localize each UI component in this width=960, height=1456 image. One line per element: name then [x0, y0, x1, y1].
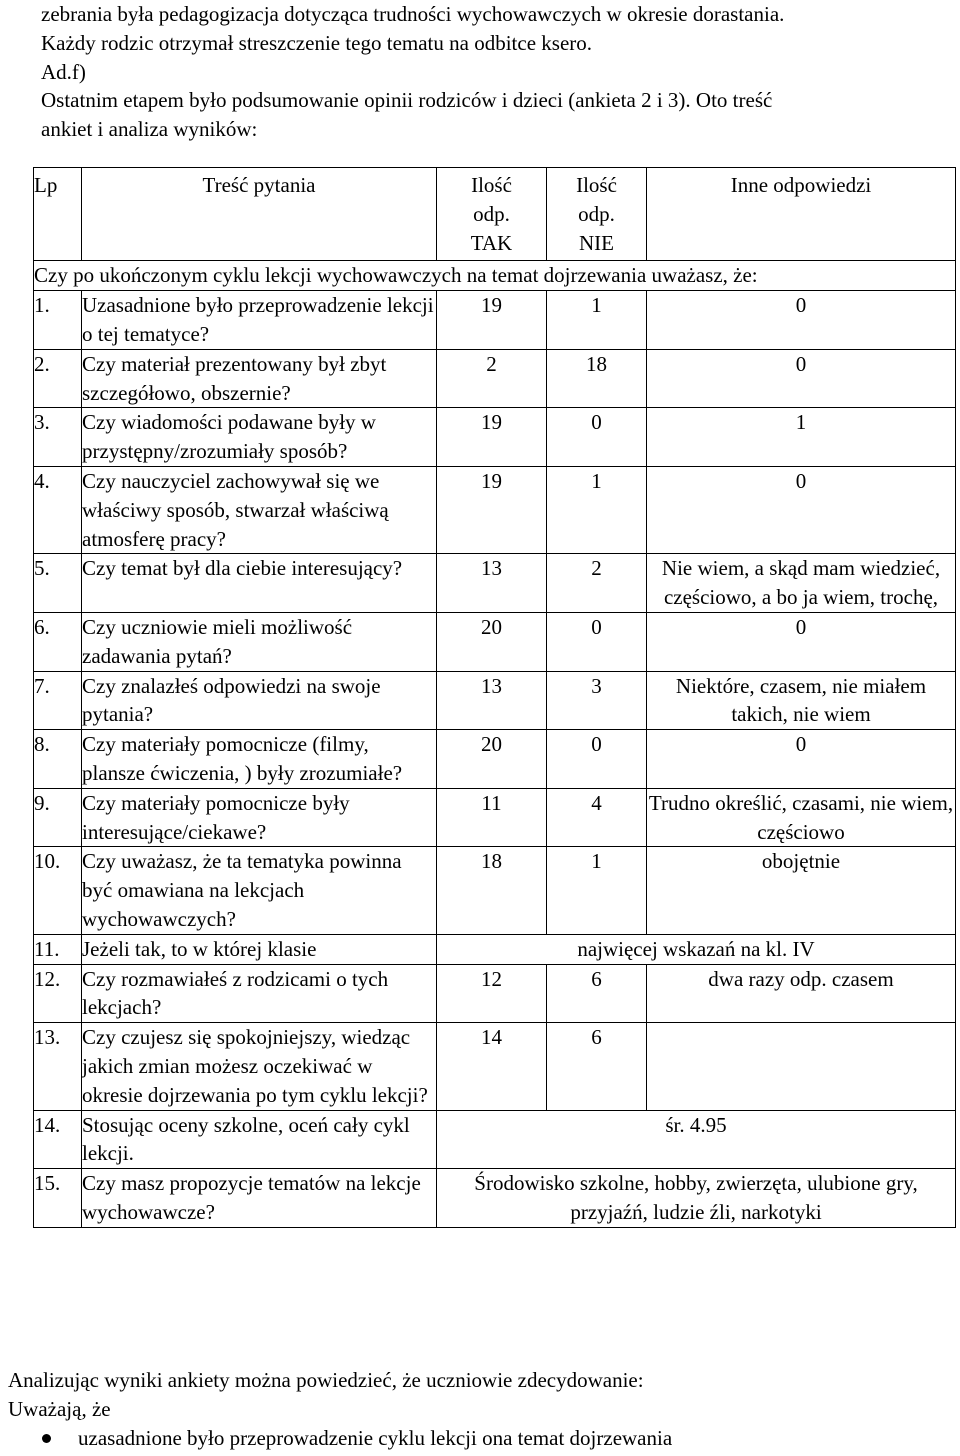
row-other: Trudno określić, czasami, nie wiem, częściowo — [647, 788, 956, 847]
intro-text — [41, 0, 951, 144]
header-count-no-line: NIE — [579, 230, 614, 255]
row-number: 2. — [34, 349, 82, 408]
section-row — [34, 261, 956, 291]
row-count-no: 3 — [547, 671, 647, 730]
header-count-no — [547, 168, 647, 261]
row-answer: najwięcej wskazań na kl. IV — [437, 934, 956, 964]
row-other: dwa razy odp. czasem — [647, 964, 956, 1023]
header-count-yes-line: odp. — [473, 201, 510, 226]
row-other: Niektóre, czasem, nie miałem takich, nie wiem — [647, 671, 956, 730]
row-answer: śr. 4.95 — [437, 1110, 956, 1169]
intro-line: Ad.f) — [41, 59, 86, 84]
row-other: 0 — [647, 349, 956, 408]
row-number: 7. — [34, 671, 82, 730]
header-count-no-line: Ilość — [576, 173, 617, 197]
row-count-no: 0 — [547, 408, 647, 467]
row-question: Czy uczniowie mieli możliwość zadawania pytań? — [82, 612, 437, 671]
row-number: 13. — [34, 1023, 82, 1110]
table-header-row — [34, 168, 956, 261]
row-count-no: 4 — [547, 788, 647, 847]
row-count-yes: 19 — [437, 408, 547, 467]
row-count-yes: 12 — [437, 964, 547, 1023]
row-count-yes: 18 — [437, 847, 547, 934]
header-other-answers: Inne odpowiedzi — [647, 168, 956, 261]
row-question: Czy materiał prezentowany był zbyt szczegółowo, obszernie? — [82, 349, 437, 408]
row-other: 0 — [647, 730, 956, 789]
row-other: 0 — [647, 291, 956, 350]
table-row — [34, 730, 956, 789]
header-count-yes-line: Ilość — [471, 173, 512, 197]
row-count-no: 6 — [547, 1023, 647, 1110]
intro-line: ankiet i analiza wyników: — [41, 117, 258, 142]
table-row — [34, 612, 956, 671]
row-count-yes: 13 — [437, 554, 547, 613]
row-number: 11. — [34, 934, 82, 964]
table-row — [34, 349, 956, 408]
row-number: 12. — [34, 964, 82, 1023]
row-other: 1 — [647, 408, 956, 467]
table-row — [34, 964, 956, 1023]
table-row — [34, 1110, 956, 1169]
row-number: 15. — [34, 1169, 82, 1228]
table-row — [34, 934, 956, 964]
row-question: Czy temat był dla ciebie interesujący? — [82, 554, 437, 613]
bullet-text: uzasadnione było przeprowadzenie cyklu lekcji ona temat dojrzewania — [78, 1425, 673, 1450]
bullet-item — [8, 1424, 948, 1453]
row-question: Stosując oceny szkolne, oceń cały cykl lekcji. — [82, 1110, 437, 1169]
table-row — [34, 1169, 956, 1228]
row-question: Czy masz propozycje tematów na lekcje wychowawcze? — [82, 1169, 437, 1228]
header-question: Treść pytania — [82, 168, 437, 261]
intro-line: Każdy rodzic otrzymał streszczenie tego tematu na odbitce ksero. — [41, 30, 593, 55]
row-question: Czy wiadomości podawane były w przystępny/zrozumiały sposób? — [82, 408, 437, 467]
row-count-no: 1 — [547, 847, 647, 934]
row-question: Uzasadnione było przeprowadzenie lekcji o tej tematyce? — [82, 291, 437, 350]
header-lp: Lp — [34, 168, 82, 261]
table-row — [34, 291, 956, 350]
table-row — [34, 408, 956, 467]
row-other: obojętnie — [647, 847, 956, 934]
row-number: 3. — [34, 408, 82, 467]
table-row — [34, 466, 956, 553]
row-count-no: 18 — [547, 349, 647, 408]
row-question: Czy rozmawiałeś z rodzicami o tych lekcjach? — [82, 964, 437, 1023]
row-other — [647, 1023, 956, 1110]
header-count-yes — [437, 168, 547, 261]
row-number: 14. — [34, 1110, 82, 1169]
table-row — [34, 788, 956, 847]
table-row — [34, 671, 956, 730]
conclusion-line: Analizując wyniki ankiety można powiedzieć, że uczniowie zdecydowanie: — [8, 1368, 644, 1392]
row-count-no: 6 — [547, 964, 647, 1023]
row-question: Czy materiały pomocnicze były interesujące/ciekawe? — [82, 788, 437, 847]
intro-line: zebrania była pedagogizacja dotycząca trudności wychowawczych w okresie dorastania. — [41, 2, 785, 26]
row-number: 8. — [34, 730, 82, 789]
row-number: 9. — [34, 788, 82, 847]
row-count-no: 0 — [547, 612, 647, 671]
row-count-yes: 14 — [437, 1023, 547, 1110]
row-count-yes: 19 — [437, 466, 547, 553]
row-count-yes: 20 — [437, 730, 547, 789]
row-count-yes: 11 — [437, 788, 547, 847]
row-other: Nie wiem, a skąd mam wiedzieć, częściowo, a bo ja wiem, trochę, — [647, 554, 956, 613]
row-question: Czy znalazłeś odpowiedzi na swoje pytania? — [82, 671, 437, 730]
row-count-no: 1 — [547, 291, 647, 350]
row-other: 0 — [647, 466, 956, 553]
row-count-yes: 19 — [437, 291, 547, 350]
header-count-no-line: odp. — [578, 201, 615, 226]
row-count-yes: 20 — [437, 612, 547, 671]
row-number: 5. — [34, 554, 82, 613]
conclusion-line: Uważają, że — [8, 1396, 111, 1421]
row-number: 4. — [34, 466, 82, 553]
row-count-yes: 13 — [437, 671, 547, 730]
header-count-yes-line: TAK — [470, 230, 513, 255]
row-count-no: 2 — [547, 554, 647, 613]
row-question: Czy uważasz, że ta tematyka powinna być omawiana na lekcjach wychowawczych? — [82, 847, 437, 934]
row-question: Jeżeli tak, to w której klasie — [82, 934, 437, 964]
row-number: 10. — [34, 847, 82, 934]
row-count-no: 1 — [547, 466, 647, 553]
row-number: 6. — [34, 612, 82, 671]
row-question: Czy czujesz się spokojniejszy, wiedząc jakich zmian możesz oczekiwać w okresie dojrzewania po tym cyklu lekcji? — [82, 1023, 437, 1110]
section-title: Czy po ukończonym cyklu lekcji wychowawczych na temat dojrzewania uważasz, że: — [34, 261, 956, 291]
row-answer: Środowisko szkolne, hobby, zwierzęta, ulubione gry, przyjaźń, ludzie źli, narkotyki — [437, 1169, 956, 1228]
conclusion-text — [8, 1366, 948, 1452]
row-other: 0 — [647, 612, 956, 671]
row-count-no: 0 — [547, 730, 647, 789]
row-question: Czy materiały pomocnicze (filmy, plansze ćwiczenia, ) były zrozumiałe? — [82, 730, 437, 789]
table-row — [34, 1023, 956, 1110]
table-row — [34, 554, 956, 613]
row-number: 1. — [34, 291, 82, 350]
bullet-icon — [42, 1434, 51, 1443]
survey-table — [33, 167, 956, 1228]
row-question: Czy nauczyciel zachowywał się we właściwy sposób, stwarzał właściwą atmosferę pracy? — [82, 466, 437, 553]
intro-line: Ostatnim etapem było podsumowanie opinii rodziców i dzieci (ankieta 2 i 3). Oto treść — [41, 88, 773, 113]
row-count-yes: 2 — [437, 349, 547, 408]
table-row — [34, 847, 956, 934]
